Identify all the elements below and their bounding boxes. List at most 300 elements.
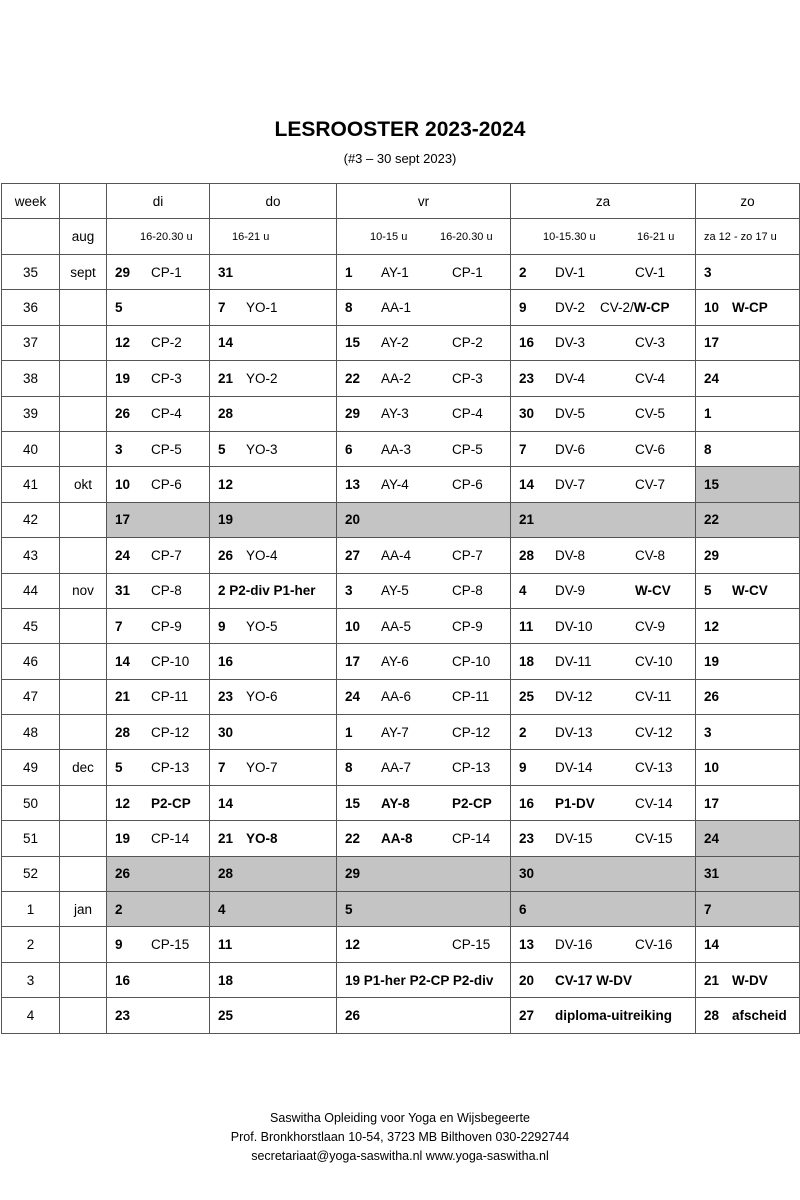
- day-number: 12: [345, 937, 361, 953]
- table-row: [2, 644, 800, 679]
- cell-za: [511, 644, 696, 679]
- day-number: 12: [115, 335, 131, 351]
- activity-1: AA-7: [381, 760, 412, 776]
- table-row: [2, 502, 800, 537]
- header-do-time: 16-21 u: [210, 219, 337, 255]
- activity-2: CP-10: [452, 653, 491, 669]
- day-number: 11: [218, 937, 233, 953]
- cell-zo: [696, 538, 800, 573]
- activity-1: DV-8: [555, 547, 586, 563]
- day-number: 23: [115, 1007, 131, 1023]
- activity-2: CV-13: [635, 760, 673, 776]
- day-number: 27: [519, 1007, 535, 1023]
- cell-di: [107, 325, 210, 360]
- week-cell: 42: [2, 502, 60, 537]
- week-cell: 51: [2, 821, 60, 856]
- table-row: [2, 431, 800, 466]
- activity-1: AA-8: [381, 830, 413, 846]
- activity-2: CP-8: [452, 583, 483, 599]
- day-number: 23: [218, 689, 234, 705]
- month-cell: okt: [60, 467, 107, 502]
- activity-2: CP-12: [452, 724, 491, 740]
- day-number: 28: [704, 1007, 720, 1023]
- day-number: 28: [218, 406, 234, 422]
- cell-zo: [696, 325, 800, 360]
- cell-za: [511, 467, 696, 502]
- day-number: 25: [519, 689, 535, 705]
- activity-2: CP-11: [452, 689, 490, 705]
- day-number: 5: [115, 300, 123, 316]
- header-do: do: [210, 184, 337, 219]
- cell-za: [511, 679, 696, 714]
- header-vr-time-1: 10-15 u: [370, 230, 408, 243]
- cell-di: [107, 998, 210, 1033]
- cell-do: [210, 502, 337, 537]
- activity-1: AA-4: [381, 547, 412, 563]
- cell-do: [210, 750, 337, 785]
- activity: YO-3: [246, 441, 278, 457]
- day-number: 16: [115, 972, 131, 988]
- activity-1: DV-13: [555, 724, 593, 740]
- cell-vr: [337, 290, 511, 325]
- cell-do: [210, 325, 337, 360]
- cell-do: [210, 856, 337, 891]
- activity-1: DV-4: [555, 370, 586, 386]
- activity-1: AA-3: [381, 441, 412, 457]
- day-number: 24: [115, 547, 131, 563]
- table-row: [2, 962, 800, 997]
- cell-do: [210, 644, 337, 679]
- cell-do: [210, 927, 337, 962]
- day-number: 8: [704, 441, 712, 457]
- cell-vr: [337, 644, 511, 679]
- week-cell: 52: [2, 856, 60, 891]
- activity: YO-2: [246, 370, 278, 386]
- day-number: 8: [345, 760, 353, 776]
- activity: P1-her P2-CP P2-div: [363, 972, 494, 988]
- day-number: 17: [704, 335, 720, 351]
- activity: CP-5: [151, 441, 182, 457]
- day-number: 9: [218, 618, 226, 634]
- cell-zo: [696, 962, 800, 997]
- activity-2: CP-2: [452, 335, 483, 351]
- cell-za: [511, 962, 696, 997]
- month-cell: [60, 998, 107, 1033]
- day-number: 5: [115, 760, 123, 776]
- table-row: [2, 927, 800, 962]
- schedule-table: [1, 183, 800, 1034]
- day-number: 28: [519, 547, 535, 563]
- week-cell: 49: [2, 750, 60, 785]
- activity-1: AY-2: [381, 335, 409, 351]
- cell-za: [511, 715, 696, 750]
- activity-2: CV-12: [635, 724, 673, 740]
- activity-2: CV-8: [635, 547, 666, 563]
- cell-za: [511, 502, 696, 537]
- header-vr-times: [337, 219, 511, 255]
- table-row: [2, 255, 800, 290]
- activity-1: DV-14: [555, 760, 593, 776]
- day-number: 8: [345, 300, 353, 316]
- cell-za: [511, 856, 696, 891]
- activity: YO-4: [246, 547, 278, 563]
- cell-di: [107, 679, 210, 714]
- activity-1: AY-8: [381, 795, 410, 811]
- cell-di: [107, 502, 210, 537]
- day-number: 20: [345, 512, 361, 528]
- day-number: 21: [218, 370, 234, 386]
- table-row: [2, 750, 800, 785]
- month-cell: [60, 679, 107, 714]
- header-za: za: [511, 184, 696, 219]
- day-number: 30: [218, 724, 234, 740]
- activity: CP-8: [151, 583, 182, 599]
- cell-vr: [337, 361, 511, 396]
- day-number: 2: [519, 724, 527, 740]
- week-cell: 36: [2, 290, 60, 325]
- day-number: 30: [519, 406, 535, 422]
- day-number: 9: [519, 300, 527, 316]
- header-di: di: [107, 184, 210, 219]
- cell-zo: [696, 608, 800, 643]
- cell-do: [210, 573, 337, 608]
- cell-zo: [696, 290, 800, 325]
- cell-vr: [337, 715, 511, 750]
- week-cell: 47: [2, 679, 60, 714]
- activity-2: CP-5: [452, 441, 483, 457]
- activity: W-CP: [732, 300, 768, 316]
- month-cell: [60, 431, 107, 466]
- cell-vr: [337, 538, 511, 573]
- day-number: 24: [704, 370, 720, 386]
- day-number: 30: [519, 866, 535, 882]
- cell-do: [210, 396, 337, 431]
- activity-1: AY-5: [381, 583, 409, 599]
- activity-2: CP-15: [452, 937, 491, 953]
- cell-zo: [696, 892, 800, 927]
- month-cell: [60, 502, 107, 537]
- day-number: 7: [115, 618, 123, 634]
- day-number: 24: [704, 830, 720, 846]
- month-cell: [60, 325, 107, 360]
- cell-di: [107, 927, 210, 962]
- cell-za: [511, 573, 696, 608]
- day-number: 1: [345, 264, 353, 280]
- month-cell: [60, 715, 107, 750]
- header-zo-time: za 12 - zo 17 u: [696, 219, 800, 255]
- activity: CP-13: [151, 760, 190, 776]
- day-number: 10: [345, 618, 361, 634]
- cell-vr: [337, 679, 511, 714]
- header-row-days: [2, 184, 800, 219]
- cell-do: [210, 431, 337, 466]
- day-number: 23: [519, 830, 535, 846]
- day-number: 19: [115, 370, 131, 386]
- cell-do: [210, 361, 337, 396]
- activity: YO-1: [246, 300, 278, 316]
- cell-di: [107, 962, 210, 997]
- header-week: week: [2, 184, 60, 219]
- cell-za: [511, 927, 696, 962]
- day-number: 9: [115, 937, 123, 953]
- cell-di: [107, 821, 210, 856]
- cell-di: [107, 892, 210, 927]
- activity: CP-3: [151, 370, 182, 386]
- activity-3: W-CP: [633, 300, 670, 316]
- footer-org: Saswitha Opleiding voor Yoga en Wijsbegeerte: [270, 1111, 530, 1125]
- cell-za: [511, 998, 696, 1033]
- day-number: 26: [115, 406, 131, 422]
- activity-1: DV-12: [555, 689, 593, 705]
- table-row: [2, 325, 800, 360]
- cell-za: [511, 821, 696, 856]
- activity-2: CP-7: [452, 547, 483, 563]
- table-row: [2, 856, 800, 891]
- header-vr: vr: [337, 184, 511, 219]
- day-number: 19: [345, 972, 361, 988]
- cell-zo: [696, 785, 800, 820]
- cell-do: [210, 290, 337, 325]
- footer: [0, 1109, 800, 1166]
- activity-1: DV-2: [555, 300, 586, 316]
- table-row: [2, 892, 800, 927]
- activity: YO-8: [246, 830, 278, 846]
- day-number: 3: [115, 441, 123, 457]
- cell-vr: [337, 255, 511, 290]
- day-number: 19: [218, 512, 234, 528]
- day-number: 21: [704, 972, 720, 988]
- activity-1: DV-3: [555, 335, 586, 351]
- activity-2: CV-15: [635, 830, 673, 846]
- cell-vr: [337, 325, 511, 360]
- cell-zo: [696, 255, 800, 290]
- month-cell: [60, 962, 107, 997]
- day-number: 21: [218, 830, 234, 846]
- activity-1: DV-9: [555, 583, 586, 599]
- week-cell: 2: [2, 927, 60, 962]
- activity-2: W-DV: [596, 972, 633, 988]
- day-number: 16: [218, 653, 234, 669]
- month-cell: [60, 856, 107, 891]
- activity: afscheid: [732, 1007, 787, 1023]
- activity: CP-15: [151, 937, 190, 953]
- cell-za: [511, 396, 696, 431]
- table-row: [2, 396, 800, 431]
- month-cell: [60, 290, 107, 325]
- cell-za: [511, 325, 696, 360]
- page-subtitle: (#3 – 30 sept 2023): [343, 151, 457, 166]
- activity-2: W-CV: [635, 583, 671, 599]
- day-number: 19: [115, 830, 131, 846]
- activity-2: CP-13: [452, 760, 491, 776]
- day-number: 2: [218, 583, 226, 599]
- day-number: 23: [519, 370, 535, 386]
- day-number: 26: [218, 547, 234, 563]
- cell-di: [107, 255, 210, 290]
- cell-zo: [696, 715, 800, 750]
- cell-do: [210, 998, 337, 1033]
- day-number: 13: [345, 477, 361, 493]
- cell-za: [511, 538, 696, 573]
- cell-vr: [337, 573, 511, 608]
- activity-2: CV-11: [635, 689, 672, 705]
- activity: P2-div P1-her: [229, 583, 316, 599]
- activity: CP-14: [151, 830, 190, 846]
- activity: CP-9: [151, 618, 182, 634]
- activity-2: CP-4: [452, 406, 483, 422]
- activity-2: CV-6: [635, 441, 666, 457]
- day-number: 27: [345, 547, 361, 563]
- footer-address: Prof. Bronkhorstlaan 10-54, 3723 MB Bilthoven 030-2292744: [230, 1130, 570, 1144]
- day-number: 31: [115, 583, 131, 599]
- cell-vr: [337, 856, 511, 891]
- cell-zo: [696, 361, 800, 396]
- day-number: 17: [115, 512, 131, 528]
- header-zo: zo: [696, 184, 800, 219]
- footer-contact: secretariaat@yoga-saswitha.nl www.yoga-saswitha.nl: [251, 1149, 549, 1163]
- cell-zo: [696, 998, 800, 1033]
- day-number: 14: [519, 477, 535, 493]
- activity-1: DV-1: [555, 264, 586, 280]
- header-di-time: 16-20.30 u: [107, 219, 210, 255]
- week-cell: 38: [2, 361, 60, 396]
- activity: CP-4: [151, 406, 182, 422]
- cell-za: [511, 892, 696, 927]
- activity-2: CV-9: [635, 618, 666, 634]
- day-number: 10: [704, 760, 720, 776]
- day-number: 18: [519, 653, 535, 669]
- day-number: 3: [704, 264, 712, 280]
- activity: CP-10: [151, 653, 190, 669]
- day-number: 7: [519, 441, 527, 457]
- activity-1: DV-16: [555, 937, 593, 953]
- day-number: 3: [704, 724, 712, 740]
- cell-vr: [337, 998, 511, 1033]
- activity: W-DV: [732, 972, 768, 988]
- header-aug: aug: [60, 219, 107, 255]
- week-cell: 50: [2, 785, 60, 820]
- cell-vr: [337, 608, 511, 643]
- day-number: 20: [519, 972, 535, 988]
- header-week-blank: [2, 219, 60, 255]
- table-row: [2, 467, 800, 502]
- cell-do: [210, 538, 337, 573]
- month-cell: sept: [60, 255, 107, 290]
- cell-zo: [696, 431, 800, 466]
- table-row: [2, 998, 800, 1033]
- activity-1: DV-15: [555, 830, 593, 846]
- cell-zo: [696, 396, 800, 431]
- activity: YO-6: [246, 689, 278, 705]
- cell-za: [511, 361, 696, 396]
- table-row: [2, 679, 800, 714]
- month-cell: [60, 608, 107, 643]
- activity-1: DV-5: [555, 406, 586, 422]
- month-cell: [60, 785, 107, 820]
- month-cell: [60, 538, 107, 573]
- activity-2: CV-16: [635, 937, 673, 953]
- header-month-blank: [60, 184, 107, 219]
- activity: W-CV: [732, 583, 768, 599]
- day-number: 10: [115, 477, 131, 493]
- cell-do: [210, 892, 337, 927]
- day-number: 25: [218, 1007, 234, 1023]
- cell-zo: [696, 856, 800, 891]
- activity-2: CV-14: [635, 795, 673, 811]
- day-number: 1: [704, 406, 712, 422]
- week-cell: 35: [2, 255, 60, 290]
- day-number: 15: [345, 795, 361, 811]
- day-number: 18: [218, 972, 234, 988]
- day-number: 26: [704, 689, 720, 705]
- activity-2: CP-3: [452, 370, 483, 386]
- day-number: 5: [345, 901, 353, 917]
- week-cell: 41: [2, 467, 60, 502]
- activity-1: AA-2: [381, 370, 412, 386]
- cell-do: [210, 821, 337, 856]
- week-cell: 40: [2, 431, 60, 466]
- cell-di: [107, 290, 210, 325]
- month-cell: dec: [60, 750, 107, 785]
- activity-1: AY-7: [381, 724, 409, 740]
- day-number: 29: [704, 547, 720, 563]
- day-number: 4: [519, 583, 527, 599]
- activity-1: DV-7: [555, 477, 586, 493]
- activity: CP-6: [151, 477, 182, 493]
- month-cell: jan: [60, 892, 107, 927]
- activity-2: CV-10: [635, 653, 673, 669]
- day-number: 21: [115, 689, 131, 705]
- day-number: 5: [704, 583, 712, 599]
- activity-1: DV-11: [555, 653, 592, 669]
- cell-zo: [696, 467, 800, 502]
- cell-vr: [337, 502, 511, 537]
- day-number: 22: [704, 512, 720, 528]
- day-number: 1: [345, 724, 353, 740]
- cell-di: [107, 856, 210, 891]
- cell-do: [210, 255, 337, 290]
- activity: CP-1: [151, 264, 182, 280]
- day-number: 26: [345, 1007, 361, 1023]
- day-number: 7: [704, 901, 712, 917]
- cell-za: [511, 608, 696, 643]
- day-number: 14: [218, 335, 234, 351]
- day-number: 12: [115, 795, 131, 811]
- cell-do: [210, 467, 337, 502]
- cell-di: [107, 538, 210, 573]
- header-za-times: [511, 219, 696, 255]
- day-number: 3: [345, 583, 353, 599]
- cell-di: [107, 715, 210, 750]
- day-number: 26: [115, 866, 131, 882]
- cell-di: [107, 644, 210, 679]
- activity-1: AY-3: [381, 406, 409, 422]
- day-number: 5: [218, 441, 226, 457]
- day-number: 15: [345, 335, 361, 351]
- cell-di: [107, 431, 210, 466]
- cell-do: [210, 962, 337, 997]
- day-number: 12: [704, 618, 720, 634]
- day-number: 2: [115, 901, 123, 917]
- day-number: 6: [345, 441, 353, 457]
- cell-di: [107, 608, 210, 643]
- cell-vr: [337, 431, 511, 466]
- activity-2: CP-6: [452, 477, 483, 493]
- header-za-time-1: 10-15.30 u: [543, 230, 596, 243]
- cell-za: [511, 431, 696, 466]
- cell-vr: [337, 927, 511, 962]
- activity-2: CP-14: [452, 830, 491, 846]
